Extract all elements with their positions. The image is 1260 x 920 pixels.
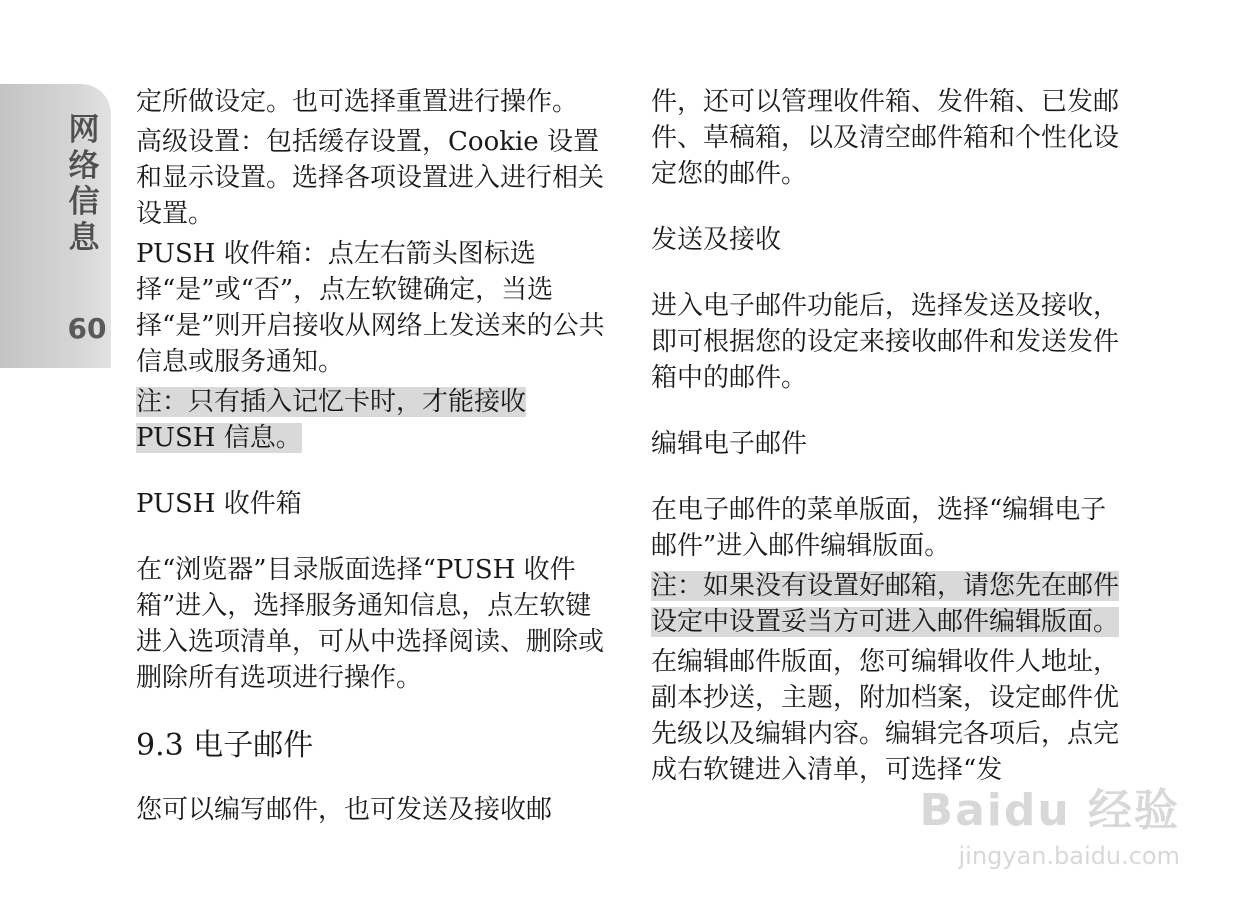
watermark-logo: Baidu 经验 (919, 785, 1180, 836)
note-mailbox-setup-text: 注：如果没有设置好邮箱，请您先在邮件设定中设置妥当方可进入邮件编辑版面。 (651, 571, 1120, 637)
paragraph-reset: 定所做设定。也可选择重置进行操作。 (136, 87, 579, 117)
heading-edit-email: 编辑电子邮件 (651, 429, 808, 459)
paragraph-edit-details: 在编辑邮件版面，您可编辑收件人地址，副本抄送，主题，附加档案，设定邮件优先级以及编辑内容。编辑完各项后，点完成右软键进入清单，可选择“发 (651, 647, 1120, 785)
advanced-settings-text: ：包括缓存设置，Cookie 设置和显示设置。选择各项设置进入进行相关设置。 (136, 127, 605, 229)
left-column (136, 84, 610, 828)
paragraph-push-browser: 在“浏览器”目录版面选择“PUSH 收件箱”进入，选择服务通知信息，点左软键进入选项清单，可从中选择阅读、删除或删除所有选项进行操作。 (136, 555, 605, 693)
chapter-title: 网络信息 (68, 112, 100, 256)
note-memory-card-text: 注：只有插入记忆卡时，才能接收 PUSH 信息。 (136, 387, 527, 453)
paragraph-email-manage: 件，还可以管理收件箱、发件箱、已发邮件、草稿箱，以及清空邮件箱和个性化设定您的邮件。 (651, 87, 1120, 189)
page-number: 60 (67, 312, 107, 345)
watermark-url: jingyan.baidu.com (958, 842, 1180, 870)
paragraph-edit-email: 在电子邮件的菜单版面，选择“编辑电子邮件”进入邮件编辑版面。 (651, 495, 1107, 561)
push-inbox-text: ：点左右箭头图标选择“是”或“否”，点左软键确定，当选择“是”则开启接收从网络上发送来的公共信息或服务通知。 (136, 239, 605, 377)
section-title-email: 9.3 电子邮件 (136, 728, 314, 763)
paragraph-push-inbox (136, 236, 610, 380)
paragraph-email-intro: 您可以编写邮件，也可发送及接收邮 (136, 795, 553, 825)
note-memory-card (136, 384, 610, 456)
push-inbox-term: PUSH 收件箱 (136, 239, 302, 269)
note-mailbox-setup (651, 568, 1125, 640)
advanced-settings-term: 高级设置 (136, 127, 241, 157)
right-column (651, 84, 1125, 788)
heading-push-inbox: PUSH 收件箱 (136, 489, 302, 519)
baidu-watermark (920, 774, 1180, 870)
heading-send-receive: 发送及接收 (651, 225, 782, 255)
paragraph-send-receive: 进入电子邮件功能后，选择发送及接收，即可根据您的设定来接收邮件和发送发件箱中的邮件。 (651, 291, 1120, 393)
paragraph-advanced-settings (136, 124, 610, 232)
